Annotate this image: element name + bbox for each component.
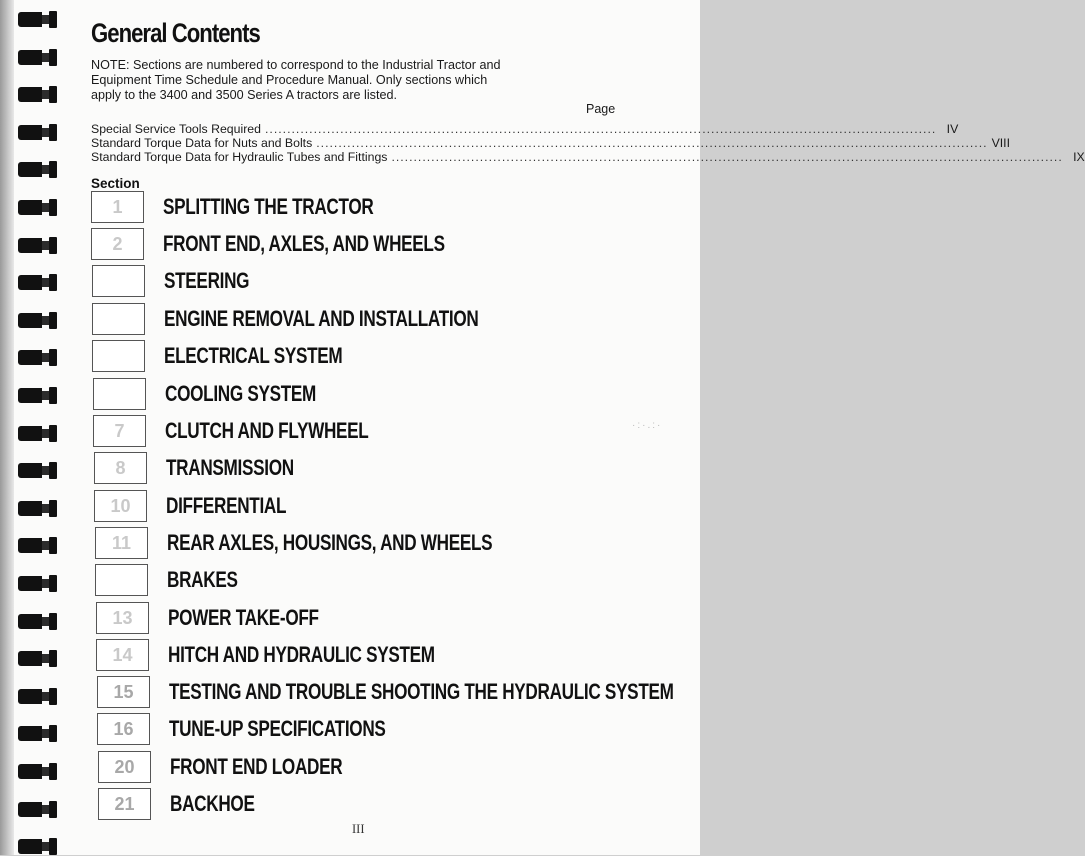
binding-ring xyxy=(18,800,60,819)
section-title: ENGINE REMOVAL AND INSTALLATION xyxy=(164,306,479,331)
binding-ring xyxy=(18,48,60,67)
section-title: COOLING SYSTEM xyxy=(165,381,317,406)
section-number-box: 14 xyxy=(96,639,149,671)
section-number-box: 21 xyxy=(98,788,151,820)
toc-entry-page: IX xyxy=(1073,150,1085,164)
toc-leader-dots: ........................................................................................................................................................ xyxy=(264,122,937,136)
section-title: STEERING xyxy=(164,268,250,293)
binding-ring xyxy=(18,837,60,856)
section-number-box xyxy=(92,265,145,297)
page-column-header: Page xyxy=(586,102,616,116)
section-title: FRONT END, AXLES, AND WHEELS xyxy=(163,231,445,256)
page-title: General Contents xyxy=(91,18,260,48)
section-number-box: 15 xyxy=(97,676,150,708)
toc-entry xyxy=(91,150,1085,165)
section-number-box xyxy=(95,564,148,596)
section-number-box: 10 xyxy=(94,490,147,522)
binding-ring xyxy=(18,10,60,29)
section-number-box: 8 xyxy=(94,452,147,484)
toc-entry xyxy=(91,136,1011,151)
binding-ring xyxy=(18,461,60,480)
binding-ring xyxy=(18,499,60,518)
section-title: DIFFERENTIAL xyxy=(166,493,287,518)
section-title: FRONT END LOADER xyxy=(170,754,343,779)
binding-ring xyxy=(18,612,60,631)
binding-ring xyxy=(18,311,60,330)
section-number-box: 1 xyxy=(91,191,144,223)
binding-ring xyxy=(18,762,60,781)
section-column-header: Section xyxy=(91,176,140,191)
scan-noise: ·:·.:· xyxy=(632,420,663,431)
toc-entry-page: VIII xyxy=(991,136,1011,150)
binding-ring xyxy=(18,236,60,255)
toc-entry-label: Standard Torque Data for Hydraulic Tubes and Fittings xyxy=(91,150,388,164)
section-number-box: 11 xyxy=(95,527,148,559)
section-title: BRAKES xyxy=(167,567,238,592)
section-number-box: 7 xyxy=(93,415,146,447)
section-number-box: 20 xyxy=(98,751,151,783)
section-number-box xyxy=(92,340,145,372)
section-title: HITCH AND HYDRAULIC SYSTEM xyxy=(168,642,435,667)
binding-ring xyxy=(18,687,60,706)
page-edge-shadow xyxy=(0,0,14,855)
binding-ring xyxy=(18,273,60,292)
section-title: POWER TAKE-OFF xyxy=(168,605,319,630)
binding-ring xyxy=(18,536,60,555)
binding-ring xyxy=(18,724,60,743)
section-number-box xyxy=(93,378,146,410)
section-title: TESTING AND TROUBLE SHOOTING THE HYDRAULIC SYSTEM xyxy=(169,679,674,704)
toc-entry-label: Standard Torque Data for Nuts and Bolts xyxy=(91,136,313,150)
section-title: TUNE-UP SPECIFICATIONS xyxy=(169,716,386,741)
toc-entry-label: Special Service Tools Required xyxy=(91,122,261,136)
section-number-box: 16 xyxy=(97,713,150,745)
section-title: REAR AXLES, HOUSINGS, AND WHEELS xyxy=(167,530,493,555)
toc-entry xyxy=(91,122,959,137)
binding-ring xyxy=(18,574,60,593)
binding-ring xyxy=(18,424,60,443)
binding-ring xyxy=(18,386,60,405)
binding-ring xyxy=(18,649,60,668)
section-title: SPLITTING THE TRACTOR xyxy=(163,194,374,219)
toc-leader-dots: ........................................................................................................................................................ xyxy=(316,136,988,150)
binding-ring xyxy=(18,348,60,367)
section-title: ELECTRICAL SYSTEM xyxy=(164,343,343,368)
binding-ring xyxy=(18,85,60,104)
section-number-box: 2 xyxy=(91,228,144,260)
binding-ring xyxy=(18,198,60,217)
section-title: TRANSMISSION xyxy=(166,455,294,480)
toc-entry-page: IV xyxy=(946,122,959,136)
binding-ring xyxy=(18,160,60,179)
binding-ring xyxy=(18,123,60,142)
section-number-box xyxy=(92,303,145,335)
contents-note: NOTE: Sections are numbered to correspond to the Industrial Tractor and Equipment Time Schedule and Procedure Manual. Only sections which apply to the 3400 and 3500 Series A tractors are listed. xyxy=(91,58,501,102)
page-number: III xyxy=(352,822,365,836)
section-title: BACKHOE xyxy=(170,791,255,816)
section-title: CLUTCH AND FLYWHEEL xyxy=(165,418,369,443)
section-number-box: 13 xyxy=(96,602,149,634)
spiral-binding xyxy=(18,0,68,855)
toc-leader-dots: ........................................................................................................................................................ xyxy=(391,150,1063,164)
